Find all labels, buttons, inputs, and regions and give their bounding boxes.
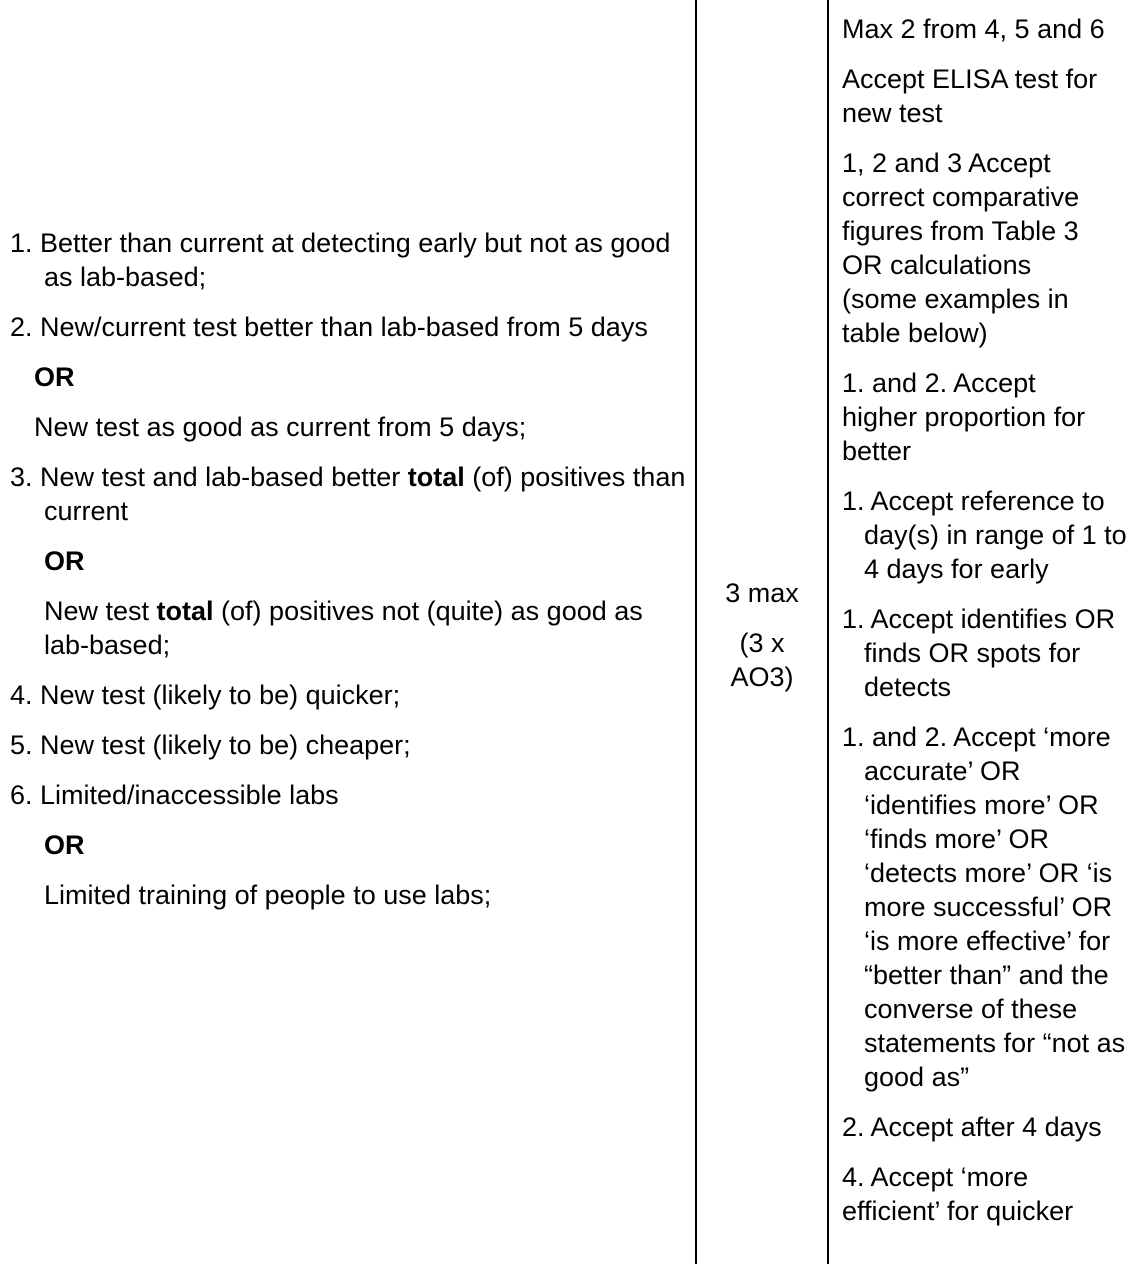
marking-points [10, 226, 690, 928]
guidance-item: 1. Accept identifies OR finds OR spots for detects [842, 604, 1116, 702]
guidance-item: 2. Accept after 4 days [842, 1112, 1102, 1142]
or-label: OR [44, 546, 85, 576]
guidance-column [842, 12, 1138, 1244]
marks-column [698, 576, 826, 710]
or-label: OR [44, 830, 85, 860]
marking-point-1: 1. Better than current at detecting early but not as good as lab-based; [10, 228, 671, 292]
guidance-item: 4. Accept ‘more efficient’ for quicker [842, 1162, 1074, 1226]
column-divider-left [695, 0, 697, 1264]
marking-point-2: 2. New/current test better than lab-based from 5 days [10, 312, 648, 342]
marking-point-3-alt: New test total (of) positives not (quite) as good as lab-based; [44, 596, 643, 660]
marking-point-6: 6. Limited/inaccessible labs [10, 780, 339, 810]
guidance-item: 1, 2 and 3 Accept correct comparative figures from Table 3 OR calculations (some examples in table below) [842, 148, 1080, 348]
marking-point-4: 4. New test (likely to be) quicker; [10, 680, 401, 710]
marking-point-3: 3. New test and lab-based better total (of) positives than current [10, 462, 686, 526]
assessment-objective: (3 x AO3) [730, 628, 794, 692]
column-divider-right [827, 0, 829, 1264]
guidance-item: 1. and 2. Accept higher proportion for better [842, 368, 1086, 466]
guidance-item: 1. Accept reference to day(s) in range of 1 to 4 days for early [842, 486, 1127, 584]
marking-point-2-alt: New test as good as current from 5 days; [34, 412, 527, 442]
max-marks: 3 max [725, 578, 799, 608]
guidance-item: Max 2 from 4, 5 and 6 [842, 14, 1105, 44]
guidance-item: 1. and 2. Accept ‘more accurate’ OR ‘identifies more’ OR ‘finds more’ OR ‘detects more’ OR ‘is more successful’ OR ‘is more effective’ for “better than” and the converse of these statements for “not as good as” [842, 722, 1126, 1092]
marking-point-5: 5. New test (likely to be) cheaper; [10, 730, 411, 760]
guidance-item: Accept ELISA test for new test [842, 64, 1098, 128]
marking-point-6-alt: Limited training of people to use labs; [44, 880, 492, 910]
or-label: OR [34, 362, 75, 392]
